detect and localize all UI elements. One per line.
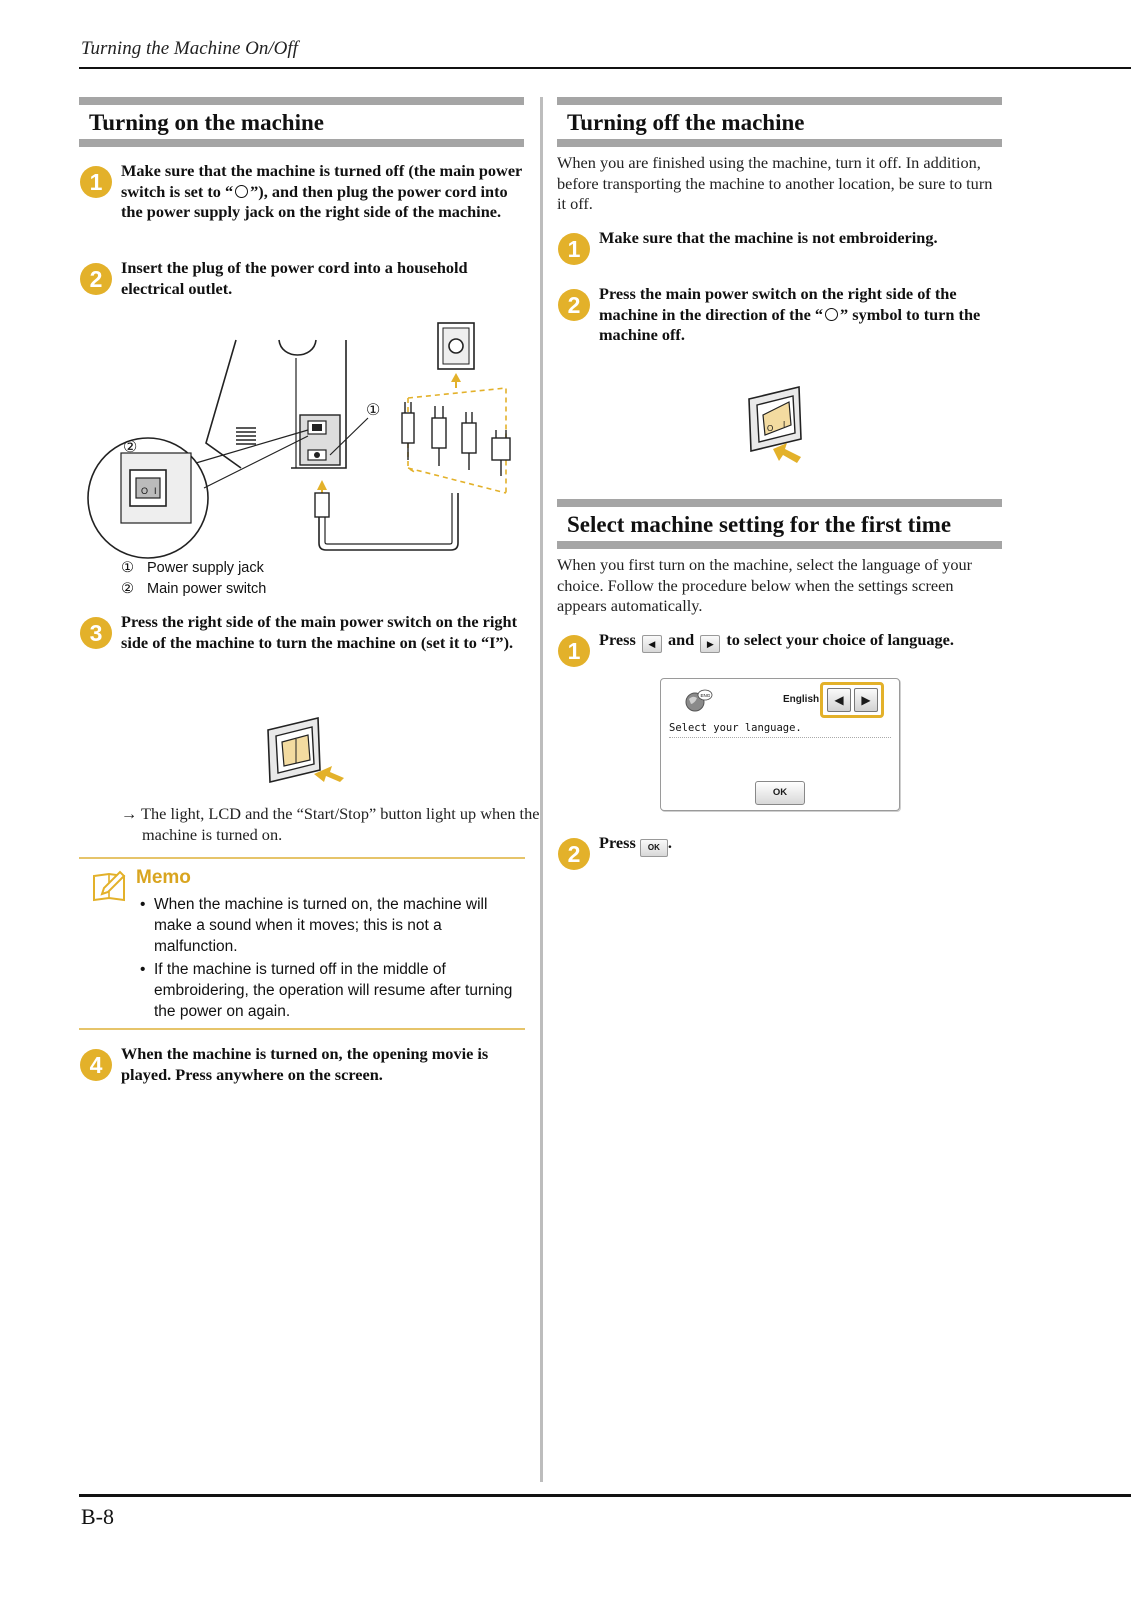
- step-1-text-a: Make sure that the machine is turned off (the main power switch is set to “: [121, 161, 522, 201]
- step-number-4: 4: [80, 1049, 112, 1081]
- section-heading-turning-off: [557, 97, 1002, 147]
- lcd-ok-button[interactable]: OK: [755, 781, 805, 805]
- globe-badge: ENG: [700, 693, 711, 698]
- section-heading-turning-on: [79, 97, 524, 147]
- memo-list: [138, 895, 518, 1026]
- switch-off-mark: O: [767, 424, 774, 433]
- step-2-text: Insert the plug of the power cord into a household electrical outlet.: [121, 258, 468, 298]
- step-number-3: 3: [80, 617, 112, 649]
- step-rest-label: to select your choice of language.: [726, 630, 954, 649]
- step-number-1: 1: [558, 635, 590, 667]
- globe-icon: [683, 689, 713, 713]
- memo-pencil-icon: [92, 868, 128, 904]
- step-number-2: 2: [558, 289, 590, 321]
- switch-on-mark: I: [154, 486, 157, 496]
- lcd-language-screen: [660, 678, 900, 811]
- memo-item: • When the machine is turned on, the machine will make a sound when it moves; this is not a malfunction.: [138, 895, 518, 957]
- legend-number: ②: [121, 580, 134, 597]
- page-number: B-8: [81, 1504, 114, 1529]
- section-title: Turning off the machine: [567, 110, 805, 135]
- switch-off-mark: O: [141, 486, 149, 496]
- press-label: Press: [599, 630, 636, 649]
- legend-item-main-power-switch: [121, 579, 501, 600]
- legend-number: ①: [121, 560, 134, 576]
- and-label: and: [667, 630, 695, 649]
- language-prev-button[interactable]: ◀: [827, 688, 851, 712]
- result-text: → The light, LCD and the “Start/Stop” button light up when the machine is turned on.: [121, 804, 540, 844]
- setting-step-1-text: [599, 630, 1009, 653]
- section-title: Turning on the machine: [89, 110, 324, 135]
- step-1-text: [121, 161, 523, 223]
- switch-on-mark: I: [783, 420, 786, 429]
- language-next-button[interactable]: ▶: [854, 688, 878, 712]
- off-step-2-text: [599, 284, 999, 346]
- section-title: Select machine setting for the first time: [567, 512, 952, 537]
- turning-off-intro: When you are finished using the machine, turn it off. In addition, before transporting the machine to another location, be sure to turn it off.: [557, 153, 993, 214]
- memo-top-rule: [79, 857, 525, 859]
- legend-item-power-supply-jack: [121, 558, 501, 579]
- section-heading-first-setting: [557, 499, 1002, 549]
- setting-step-2-text: [599, 833, 999, 857]
- off-symbol-icon: [825, 308, 838, 321]
- memo-item: • If the machine is turned off in the middle of embroidering, the operation will resume after turning the power on again.: [138, 960, 518, 1022]
- right-arrow-icon: ▶: [700, 635, 720, 653]
- running-title: Turning the Machine On/Off: [81, 38, 298, 59]
- language-prompt: Select your language.: [669, 722, 891, 738]
- callout-1: ①: [366, 402, 381, 419]
- memo-bottom-rule: [79, 1028, 525, 1030]
- step-number-1: 1: [80, 166, 112, 198]
- period: .: [667, 833, 672, 852]
- step-3-text: Press the right side of the main power switch on the right side of the machine to turn the machine on (set it to “I”).: [121, 612, 518, 652]
- left-arrow-icon: ◀: [642, 635, 662, 653]
- column-divider: [540, 97, 543, 1482]
- step-1-text-b: ”), and then plug the power cord into the power supply jack on the right side of the machine.: [121, 181, 508, 222]
- power-cord-illustration: [86, 318, 526, 568]
- ok-button-icon: OK: [640, 839, 668, 857]
- off-step-2-text-a: Press the main power switch on the right side of the machine in the direction of the “: [599, 284, 957, 324]
- legend-label: Main power switch: [147, 580, 267, 597]
- power-switch-on-illustration: [262, 716, 348, 786]
- footer-rule: [79, 1494, 1131, 1497]
- legend-label: Power supply jack: [147, 560, 264, 576]
- off-symbol-icon: [235, 185, 248, 198]
- power-switch-off-illustration: [743, 385, 809, 467]
- press-label: Press: [599, 833, 636, 852]
- header-rule: [79, 67, 1131, 69]
- callout-2: ②: [123, 439, 138, 456]
- illustration-legend: [121, 558, 501, 599]
- step-number-2: 2: [80, 263, 112, 295]
- memo-title: Memo: [136, 867, 191, 888]
- step-number-2: 2: [558, 838, 590, 870]
- off-step-1-text: Make sure that the machine is not embroidering.: [599, 228, 938, 247]
- step-4-text: When the machine is turned on, the opening movie is played. Press anywhere on the screen.: [121, 1044, 489, 1084]
- language-value: English: [783, 694, 820, 705]
- first-setting-intro: When you first turn on the machine, select the language of your choice. Follow the procedure below when the settings screen appears automatically.: [557, 555, 973, 616]
- step-number-1: 1: [558, 233, 590, 265]
- off-step-2-text-b: ” symbol to turn the machine off.: [599, 304, 981, 345]
